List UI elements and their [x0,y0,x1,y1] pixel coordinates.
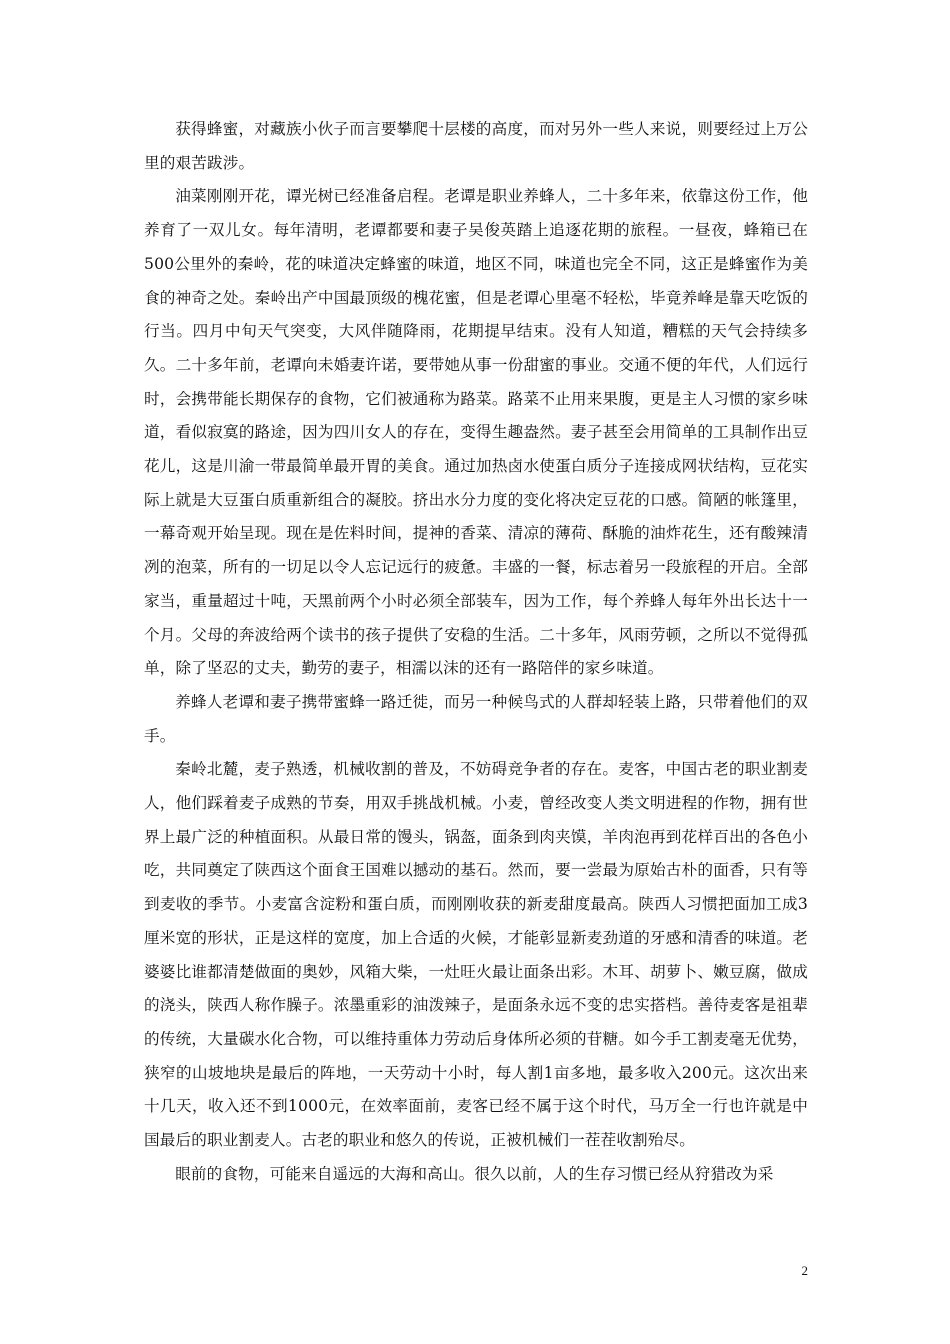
paragraph-4: 秦岭北麓，麦子熟透，机械收割的普及，不妨碍竞争者的存在。麦客，中国古老的职业割麦人，他们踩着麦子成熟的节奏，用双手挑战机械。小麦，曾经改变人类文明进程的作物，拥有世界上最广泛的种植面积。从最日常的馒头，锅盔，面条到肉夹馍，羊肉泡再到花样百出的各色小吃，共同奠定了陕西这个面食王国难以撼动的基石。然而，要一尝最为原始古朴的面香，只有等到麦收的季节。小麦富含淀粉和蛋白质，而刚刚收获的新麦甜度最高。陕西人习惯把面加工成3厘米宽的形状，正是这样的宽度，加上合适的火候，才能彰显新麦劲道的牙感和清香的味道。老婆婆比谁都清楚做面的奥妙，风箱大柴，一灶旺火最让面条出彩。木耳、胡萝卜、嫩豆腐，做成的浇头，陕西人称作臊子。浓墨重彩的油泼辣子，是面条永远不变的忠实搭档。善待麦客是祖辈的传统，大量碳水化合物，可以维持重体力劳动后身体所必须的苷糖。如今手工割麦毫无优势，狭窄的山坡地块是最后的阵地，一天劳动十小时，每人割1亩多地，最多收入200元。这次出来十几天，收入还不到1000元，在效率面前，麦客已经不属于这个时代，马万全一行也许就是中国最后的职业割麦人。古老的职业和悠久的传说，正被机械们一茬茬收割殆尽。 [144,760,808,1150]
page-number: 2 [801,1263,808,1278]
paragraph-1: 获得蜂蜜，对藏族小伙子而言要攀爬十层楼的高度，而对另外一些人来说，则要经过上万公里的艰苦跋涉。 [144,120,808,172]
paragraph-2: 油菜刚刚开花，谭光树已经准备启程。老谭是职业养蜂人，二十多年来，依靠这份工作，他养育了一双儿女。每年清明，老谭都要和妻子吴俊英踏上追逐花期的旅程。一昼夜，蜂箱已在500公里外的秦岭，花的味道决定蜂蜜的味道，地区不同，味道也完全不同，这正是蜂蜜作为美食的神奇之处。秦岭出产中国最顶级的槐花蜜，但是老谭心里毫不轻松，毕竟养峰是靠天吃饭的行当。四月中旬天气突变，大风伴随降雨，花期提早结束。没有人知道，糟糕的天气会持续多久。二十多年前，老谭向未婚妻许诺，要带她从事一份甜蜜的事业。交通不便的年代，人们远行时，会携带能长期保存的食物，它们被通称为路菜。路菜不止用来果腹，更是主人习惯的家乡味道，看似寂寞的路途，因为四川女人的存在，变得生趣盎然。妻子甚至会用简单的工具制作出豆花儿，这是川渝一带最简单最开胃的美食。通过加热卤水使蛋白质分子连接成网状结构，豆花实际上就是大豆蛋白质重新组合的凝胶。挤出水分力度的变化将决定豆花的口感。简陋的帐篷里，一幕奇观开始呈现。现在是佐料时间，提神的香菜、清凉的薄荷、酥脆的油炸花生，还有酸辣清冽的泡菜，所有的一切足以令人忘记远行的疲惫。丰盛的一餐，标志着另一段旅程的开启。全部家当，重量超过十吨，天黑前两个小时必须全部装车，因为工作，每个养蜂人每年外出长达十一个月。父母的奔波给两个读书的孩子提供了安稳的生活。二十多年，风雨劳顿，之所以不觉得孤单，除了坚忍的丈夫，勤劳的妻子，相濡以沫的还有一路陪伴的家乡味道。 [144,187,808,678]
paragraph-3: 养蜂人老谭和妻子携带蜜蜂一路迁徙，而另一种候鸟式的人群却轻装上路，只带着他们的双手。 [144,692,808,745]
document-body [144,113,808,1192]
paragraph-5: 眼前的食物，可能来自遥远的大海和高山。很久以前，人的生存习惯已经从狩猎改为采 [175,1164,774,1183]
